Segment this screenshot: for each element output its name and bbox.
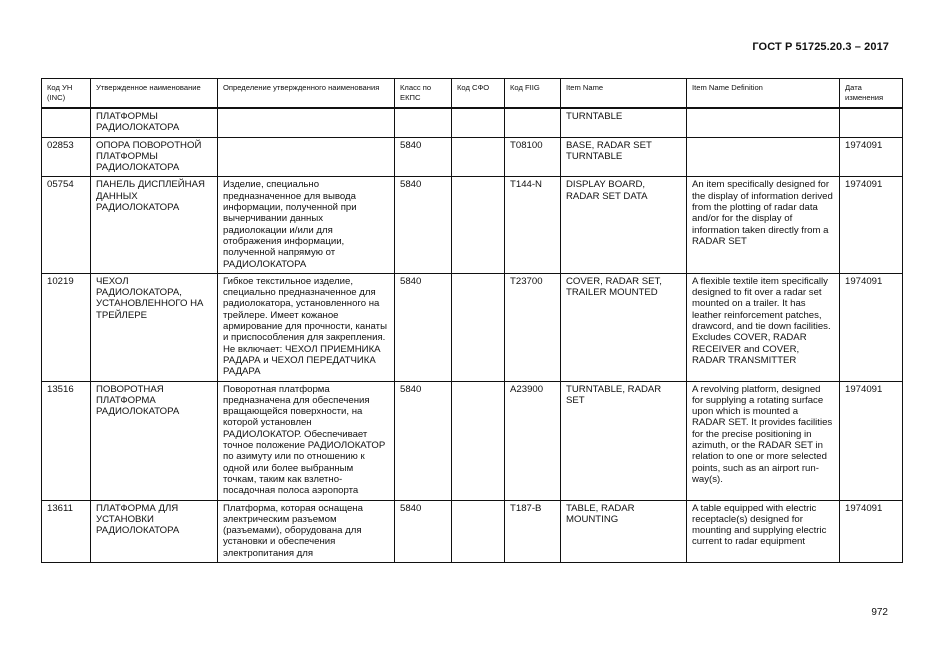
cell-item-name: COVER, RADAR SET, TRAILER MOUNTED [561,273,687,381]
cell-class: 5840 [395,500,452,562]
cell-definition: Поворотная платформа предназначена для обеспечения вращающейся поверхности, на которой установлен РАДИОЛОКАТОР. Обеспечивает точное положение РАДИОЛОКАТОР по азимуту или по отношению к одной или более выбранным точкам, таким как взлетно-посадочная полоса аэропорта [218,381,395,500]
cell-inc: 13516 [42,381,91,500]
cell-inc: 02853 [42,137,91,177]
table-row [42,500,903,562]
cell-item-definition: A flexible textile item specifically designed to fit over a radar set mounted on a trailer. It has leather reinforcement patches, drawcord, and tie down facilities. Excludes COVER, RADAR RECEIVER and COVER, RADAR TRANSMITTER [687,273,840,381]
cell-sfo [452,137,505,177]
col-fiig: Код FIIG [505,79,561,109]
cell-definition [218,137,395,177]
cell-class: 5840 [395,137,452,177]
table-header [42,79,903,109]
cell-class: 5840 [395,273,452,381]
page-number: 972 [871,607,888,618]
cell-approved-name: ПЛАТФОРМА ДЛЯ УСТАНОВКИ РАДИОЛОКАТОРА [91,500,218,562]
cell-approved-name: ОПОРА ПОВОРОТНОЙ ПЛАТФОРМЫ РАДИОЛОКАТОРА [91,137,218,177]
cell-inc [42,108,91,137]
table-body [42,108,903,562]
cell-definition: Гибкое текстильное изделие, специально предназначенное для радиолокатора, установленного на трейлере. Имеет кожаное армирование для прочности, канаты и приспособления для закрепления. Не включает: ЧЕХОЛ ПРИЕМНИКА РАДАРА и ЧЕХОЛ ПЕРЕДАТЧИКА РАДАРА [218,273,395,381]
cell-item-name: TABLE, RADAR MOUNTING [561,500,687,562]
col-sfo: Код СФО [452,79,505,109]
table-row [42,137,903,177]
cell-class: 5840 [395,177,452,273]
cell-inc: 10219 [42,273,91,381]
cell-item-definition: An item specifically designed for the display of information derived from the plotting of radar data and/or for the display of information taken directly from a RADAR SET [687,177,840,273]
cell-item-definition [687,108,840,137]
cell-item-name: TURNTABLE, RADAR SET [561,381,687,500]
col-item-name: Item Name [561,79,687,109]
table-row [42,273,903,381]
cell-date: 1974091 [840,137,903,177]
header-row [42,79,903,109]
cell-definition: Изделие, специально предназначенное для вывода информации, полученной при вычерчивании данных радиолокации и/или для отображения информации, полученной напрямую от РАДИОЛОКАТОРА [218,177,395,273]
cell-inc: 05754 [42,177,91,273]
cell-sfo [452,177,505,273]
cell-fiig: T23700 [505,273,561,381]
col-item-name-definition: Item Name Definition [687,79,840,109]
cell-fiig: A23900 [505,381,561,500]
cell-sfo [452,381,505,500]
col-name-definition: Определение утвержденного наименования [218,79,395,109]
cell-definition [218,108,395,137]
cell-item-definition [687,137,840,177]
cell-sfo [452,273,505,381]
cell-item-name: DISPLAY BOARD, RADAR SET DATA [561,177,687,273]
cell-item-name: TURNTABLE [561,108,687,137]
cell-date: 1974091 [840,273,903,381]
col-change-date: Дата изменения [840,79,903,109]
document-standard-number: ГОСТ Р 51725.20.3 – 2017 [752,41,889,53]
cell-item-definition: A table equipped with electric receptacle(s) designed for mounting and supplying electric current to radar equipment [687,500,840,562]
table-row [42,177,903,273]
cell-approved-name: ПАНЕЛЬ ДИСПЛЕЙНАЯ ДАННЫХ РАДИОЛОКАТОРА [91,177,218,273]
cell-definition: Платформа, которая оснащена электрическим разъемом (разъемами), оборудована для установки и обеспечения электропитания для [218,500,395,562]
cell-approved-name: ЧЕХОЛ РАДИОЛОКАТОРА, УСТАНОВЛЕННОГО НА ТРЕЙЛЕРЕ [91,273,218,381]
cell-item-name: BASE, RADAR SET TURNTABLE [561,137,687,177]
cell-approved-name: ПОВОРОТНАЯ ПЛАТФОРМА РАДИОЛОКАТОРА [91,381,218,500]
cell-item-definition: A revolving platform, designed for supplying a rotating surface upon which is mounted a RADAR SET. It provides facilities for the precise positioning in azimuth, or the RADAR SET in relation to one or more selected points, such as an airport run-way(s). [687,381,840,500]
cell-date [840,108,903,137]
cell-inc: 13611 [42,500,91,562]
cell-fiig: T144-N [505,177,561,273]
col-inc: Код УН (INC) [42,79,91,109]
catalog-table [41,78,903,563]
cell-date: 1974091 [840,500,903,562]
col-approved-name: Утвержденное наименование [91,79,218,109]
cell-sfo [452,108,505,137]
cell-date: 1974091 [840,177,903,273]
cell-approved-name: ПЛАТФОРМЫ РАДИОЛОКАТОРА [91,108,218,137]
table-row [42,108,903,137]
cell-fiig [505,108,561,137]
col-class: Класс по ЕКПС [395,79,452,109]
cell-sfo [452,500,505,562]
cell-class: 5840 [395,381,452,500]
cell-date: 1974091 [840,381,903,500]
cell-class [395,108,452,137]
cell-fiig: T187-B [505,500,561,562]
table-row [42,381,903,500]
cell-fiig: T08100 [505,137,561,177]
